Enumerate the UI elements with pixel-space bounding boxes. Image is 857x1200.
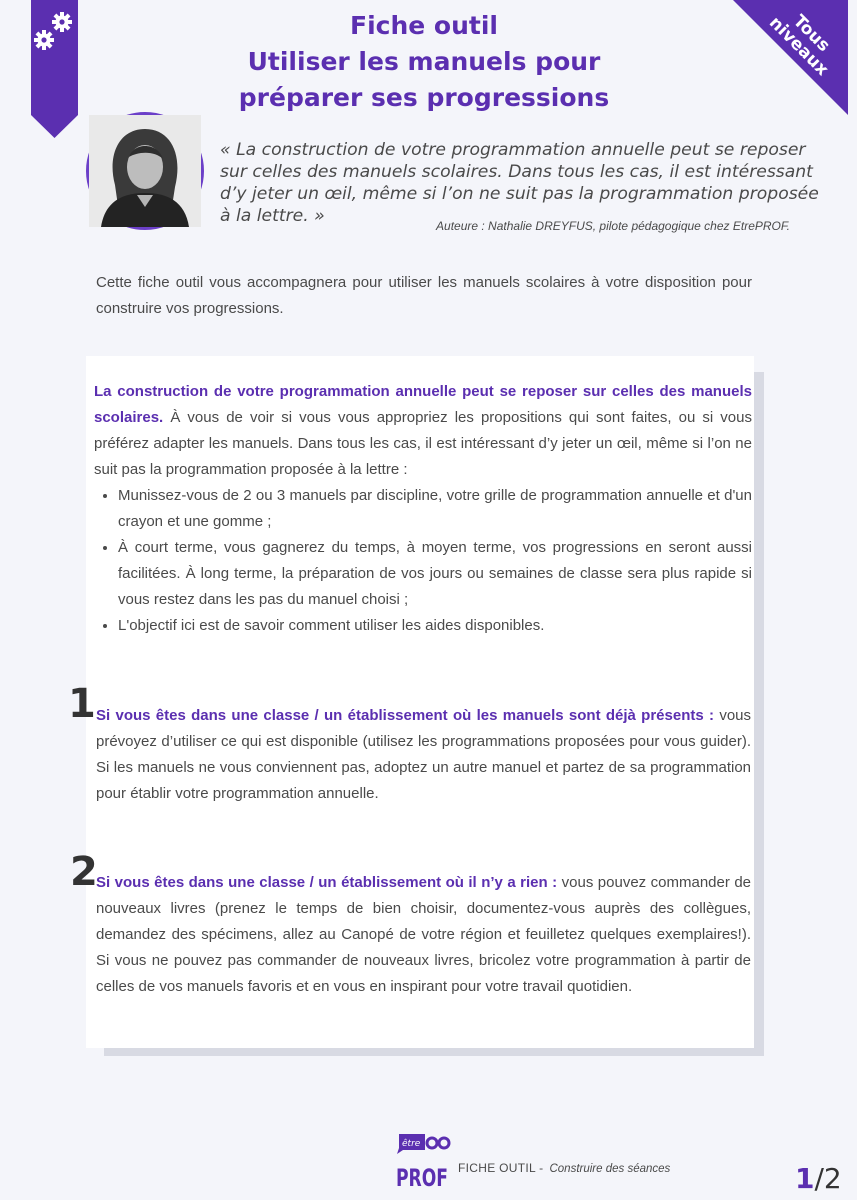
gears-icon	[31, 0, 78, 138]
page-indicator	[795, 1162, 842, 1195]
footer-label	[458, 1161, 670, 1175]
section-number-2: 2	[70, 849, 98, 895]
etreprof-logo	[395, 1132, 451, 1190]
list-item: • L'objectif ici est de savoir comment utiliser les aides disponibles.	[118, 613, 752, 639]
list-item: • Munissez-vous de 2 ou 3 manuels par discipline, votre grille de programmation annuelle et d'un crayon et une gomme ;	[118, 483, 752, 535]
page-current: 1	[795, 1162, 815, 1195]
footer-subtitle: Construire des séances	[549, 1163, 671, 1175]
tips-list	[94, 483, 752, 639]
level-badge-label: Tous niveaux	[765, 11, 834, 80]
card-lead-text: À vous de voir si vous vous appropriez les propositions qui sont faites, ou si vous préférez adapter les manuels. Dans tous les cas, il est intéressant d’y jeter un œil, même si l’on ne suit pas la programmation proposée à la lettre :	[94, 409, 752, 478]
section-2-heading: Si vous êtes dans une classe / un établissement où il n’y a rien :	[96, 874, 558, 891]
section-2-text	[96, 870, 751, 1000]
author-portrait-image	[89, 115, 201, 227]
logo-bottom-text: PROF	[396, 1164, 448, 1192]
section-1-heading: Si vous êtes dans une classe / un établissement où les manuels sont déjà présents :	[96, 707, 715, 724]
title-line-3: préparer ses progressions	[238, 83, 610, 112]
card-lead-paragraph	[94, 379, 752, 483]
title-line-2: Utiliser les manuels pour	[247, 47, 601, 76]
footer-kind: FICHE OUTIL -	[458, 1161, 544, 1175]
quote-author: Auteure : Nathalie DREYFUS, pilote pédagogique chez EtrePROF.	[436, 219, 790, 233]
section-1-body: vous prévoyez d’utiliser ce qui est disponible (utilisez les programmations proposées pour vous guider). Si les manuels ne vous conviennent pas, adoptez un autre manuel et partez de sa programmation pour établir votre programmation annuelle.	[96, 707, 751, 802]
author-avatar	[86, 112, 204, 230]
page-title	[150, 8, 698, 116]
page-total: /2	[814, 1162, 842, 1195]
section-2-body: vous pouvez commander de nouveaux livres (prenez le temps de bien choisir, documentez-vous auprès des collègues, demandez des spécimens, allez au Canopé de votre région et feuilletez quelques exemplaires!). Si vous ne pouvez pas commander de nouveaux livres, bricolez votre programmation à partir de celles de vos manuels favoris et en vous en inspirant pour votre travail quotidien.	[96, 874, 751, 995]
intro-paragraph: Cette fiche outil vous accompagnera pour utiliser les manuels scolaires à votre disposition pour construire vos progressions.	[96, 274, 752, 317]
card-lead-highlight: La construction de votre programmation annuelle peut se reposer sur celles des manuels scolaires.	[94, 383, 752, 426]
logo-top-text: être	[402, 1139, 421, 1149]
level-corner-badge	[733, 0, 848, 115]
title-line-1: Fiche outil	[350, 11, 498, 40]
author-quote: « La construction de votre programmation annuelle peut se reposer sur celles des manuels scolaires. Dans tous les cas, il est intéressant d’y jeter un œil, même si l’on ne suit pas la programmation proposée à la lettre. »	[220, 140, 819, 226]
section-number-1: 1	[68, 681, 96, 727]
list-item: • À court terme, vous gagnerez du temps, à moyen terme, vos progressions en seront aussi facilitées. À long terme, la préparation de vos jours ou semaines de classe sera plus rapide si vous restez dans les pas du manuel choisi ;	[118, 535, 752, 613]
section-1-text	[96, 703, 751, 807]
header-ribbon	[31, 0, 78, 138]
